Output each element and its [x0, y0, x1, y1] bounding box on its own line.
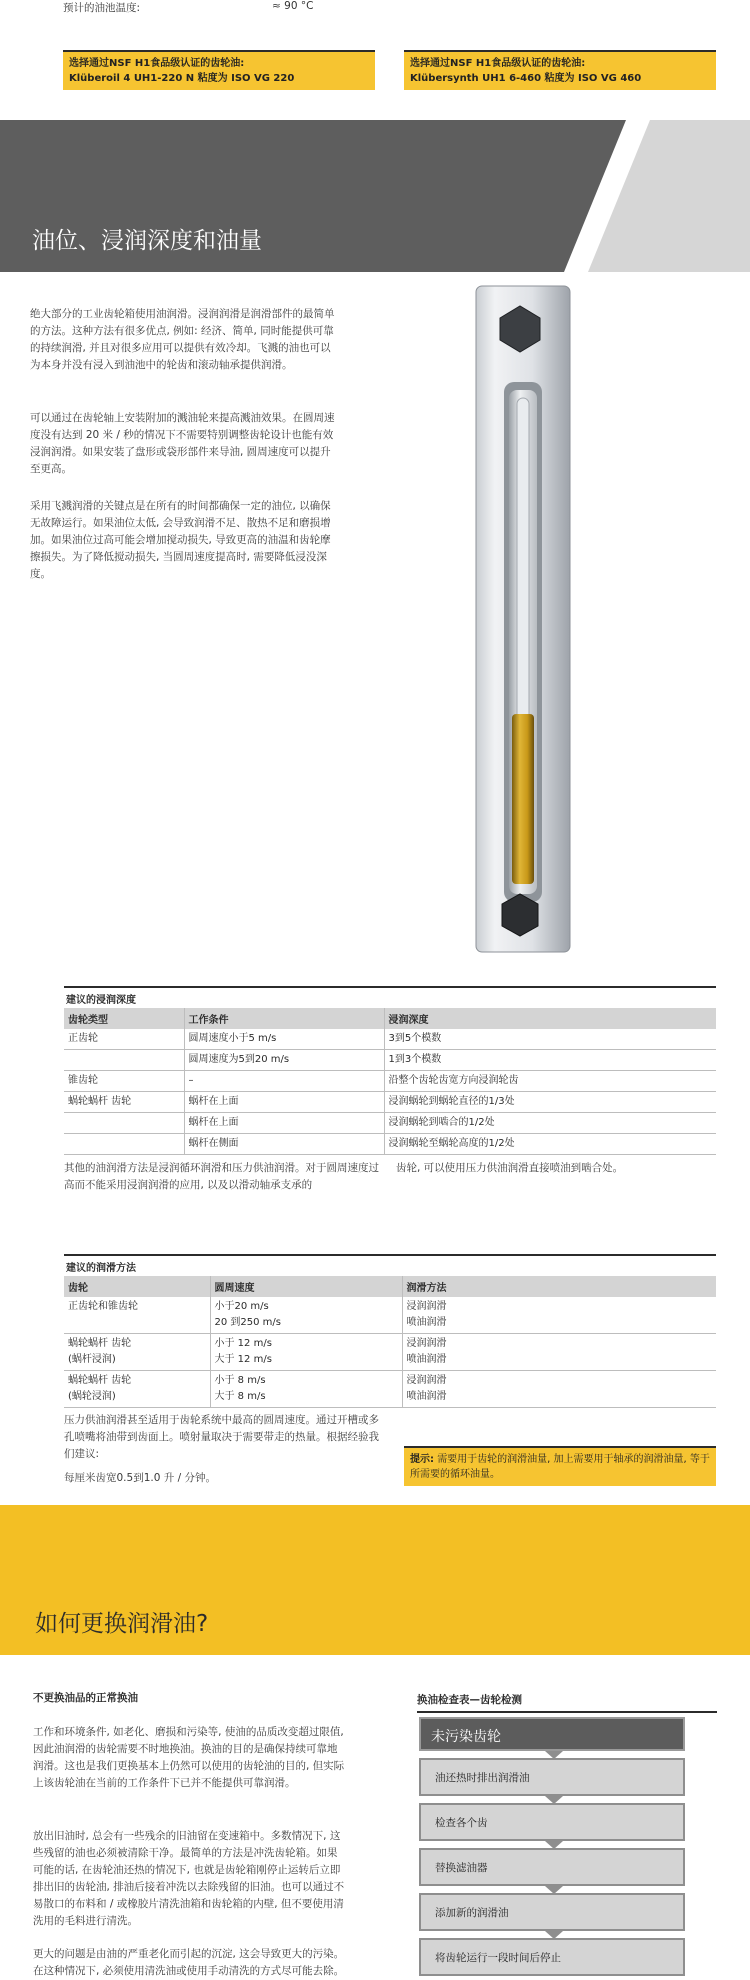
oil-choice-2-line2: Klübersynth UH1 6-460 粘度为 ISO VG 460: [410, 73, 642, 84]
oil-temp-label: 预计的油池温度:: [63, 2, 141, 14]
lubrication-method-table: [64, 1254, 716, 1408]
checklist-step-5: 将齿轮运行一段时间后停止: [419, 1938, 685, 1976]
oil-choice-box-2: [404, 50, 716, 90]
table-row: 蜗杆在上面 浸润蜗轮到啮合的1/2处: [64, 1113, 716, 1134]
section-title-oil-change: 如何更换润滑油?: [35, 1611, 209, 1637]
hint-label: 提示:: [410, 1454, 434, 1465]
table-row: 蜗轮蜗杆 齿轮 (蜗杆浸润) 小于 12 m/s 大于 12 m/s 浸润润滑 喷油润滑: [64, 1334, 716, 1371]
oil-change-subhead: 不更换油品的正常换油: [33, 1692, 138, 1704]
hint-box: [404, 1446, 716, 1486]
intro-paragraph-2: 可以通过在齿轮轴上安装附加的溅油轮来提高溅油效果。在圆周速度没有达到 20 米 / 秒的情况下不需要特别调整齿轮设计也能有效浸润润滑。如果安装了盘形或袋形部件来导油, 圆周速度可以提升至更高。: [30, 412, 335, 475]
checklist-head: 未污染齿轮: [419, 1717, 685, 1751]
intro-paragraph-3: 采用飞溅润滑的关键点是在所有的时间都确保一定的油位, 以确保无故障运行。如果油位太低, 会导致润滑不足、散热不足和磨损增加。如果油位过高可能会增加搅动损失, 导致更高的油温和齿轮摩擦损失。为了降低搅动损失, 当圆周速度提高时, 需要降低浸没深度。: [30, 500, 331, 580]
header-gear-type: 齿轮类型: [64, 1008, 184, 1029]
immersion-depth-table: [64, 986, 716, 1155]
header-speed: 圆周速度: [210, 1276, 402, 1297]
table2-rate: 每厘米齿宽0.5到1.0 升 / 分钟。: [64, 1472, 216, 1484]
header-depth: 浸润深度: [384, 1008, 716, 1029]
table-row: 正齿轮和锥齿轮 小于20 m/s 20 到250 m/s 浸润润滑 喷油润滑: [64, 1297, 716, 1334]
lubrication-method-caption: 建议的润滑方法: [64, 1254, 716, 1276]
checklist-step-1: 油还热时排出润滑油: [419, 1758, 685, 1796]
oil-choice-1-line2: Klüberoil 4 UH1-220 N 粘度为 ISO VG 220: [69, 73, 295, 84]
oil-change-paragraph-3: 更大的问题是由油的严重老化而引起的沉淀, 这会导致更大的污染。在这种情况下, 必须使用清洗油或使用手动清洗的方式尽可能去除。: [33, 1948, 345, 1977]
oil-choice-box-1: [63, 50, 375, 90]
table1-note-right: 齿轮, 可以使用压力供油润滑直接喷油到啮合处。: [396, 1162, 624, 1174]
oil-choice-1-line1: 选择通过NSF H1食品级认证的齿轮油:: [69, 58, 245, 69]
intro-paragraph-1: 绝大部分的工业齿轮箱使用油润滑。浸润润滑是润滑部件的最简单的方法。这种方法有很多优点, 例如: 经济、简单, 同时能提供可靠的持续润滑, 并且对很多应用可以提供有效冷却。飞溅的油也可以为本身并没有浸入到油池中的轮齿和滚动轴承提供润滑。: [30, 308, 335, 371]
oil-change-paragraph-1: 工作和环境条件, 如老化、磨损和污染等, 使油的品质改变超过限值, 因此油润滑的齿轮需要不时地换油。换油的目的是确保持续可靠地润滑。这也是我们更换基本上仍然可以使用的齿轮油的目的, 但实际上该齿轮油在当前的工作条件下已并不能提供可靠润滑。: [33, 1726, 345, 1789]
oil-change-paragraph-2: 放出旧油时, 总会有一些残余的旧油留在变速箱中。多数情况下, 这些残留的油也必须被清除干净。最简单的方法是冲洗齿轮箱。如果可能的话, 在齿轮油还热的情况下, 也就是齿轮箱刚停止运转后立即排出旧的齿轮油, 排油后接着冲洗以去除残留的旧油。也可以通过不易散口的布料和 / 或橡胶片清洗油箱和齿轮箱的内壁, 但不要使用清洗用的毛料进行清洗。: [33, 1830, 345, 1927]
checklist-step-2: 检查各个齿: [419, 1803, 685, 1841]
table-row: 蜗轮蜗杆 齿轮 (蜗轮浸润) 小于 8 m/s 大于 8 m/s 浸润润滑 喷油润滑: [64, 1371, 716, 1408]
table1-note-left: 其他的油润滑方法是浸润循环润滑和压力供油润滑。对于圆周速度过高而不能采用浸润润滑的应用, 以及以滑动轴承支承的: [64, 1162, 379, 1191]
table-row: 蜗杆在侧面 浸润蜗轮至蜗轮高度的1/2处: [64, 1134, 716, 1155]
table-row: 蜗轮蜗杆 齿轮 蜗杆在上面 浸润蜗轮到蜗轮直径的1/3处: [64, 1092, 716, 1113]
checklist-title: 换油检查表—齿轮检测: [417, 1692, 717, 1713]
oil-level-gauge-illustration: [468, 282, 578, 958]
header-method: 润滑方法: [402, 1276, 716, 1297]
immersion-depth-caption: 建议的浸润深度: [64, 986, 716, 1008]
header-gear: 齿轮: [64, 1276, 210, 1297]
oil-choice-2-line1: 选择通过NSF H1食品级认证的齿轮油:: [410, 58, 586, 69]
table-row: 正齿轮 圆周速度小于5 m/s 3到5个模数: [64, 1029, 716, 1050]
checklist-step-4: 添加新的润滑油: [419, 1893, 685, 1931]
table2-note: 压力供油润滑甚至适用于齿轮系统中最高的圆周速度。通过开槽或多孔喷嘴将油带到齿面上。喷射量取决于需要带走的热量。根据经验我们建议:: [64, 1414, 379, 1460]
header-condition: 工作条件: [184, 1008, 384, 1029]
oil-temp-value: ≈ 90 °C: [272, 0, 314, 12]
table-row: 圆周速度为5到20 m/s 1到3个模数: [64, 1050, 716, 1071]
table-row: 锥齿轮 – 沿整个齿轮齿宽方向浸润轮齿: [64, 1071, 716, 1092]
section-title-oil-level: 油位、浸润深度和油量: [32, 228, 262, 254]
oil-fill: [512, 714, 534, 884]
hint-text: 需要用于齿轮的润滑油量, 加上需要用于轴承的润滑油量, 等于所需要的循环油量。: [410, 1454, 710, 1480]
checklist-step-3: 替换滤油器: [419, 1848, 685, 1886]
